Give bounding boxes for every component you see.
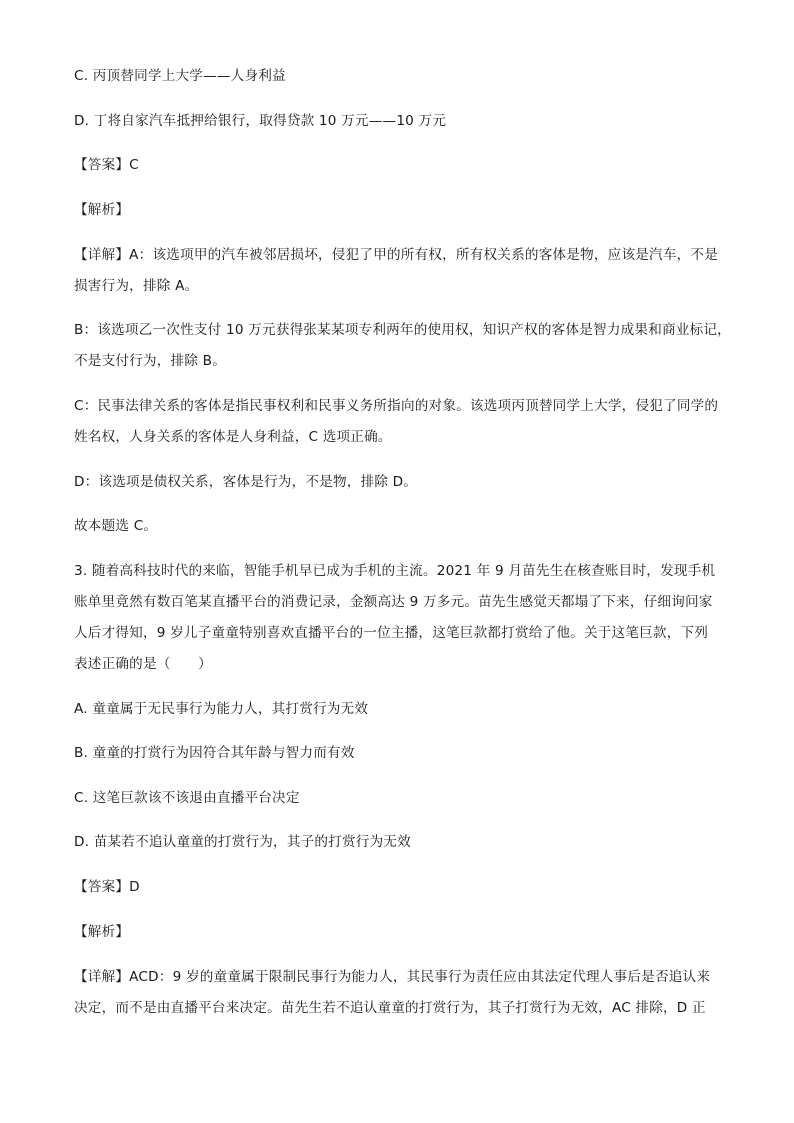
q2-detail-a-line2: 损害行为，排除 A。 [74,278,199,294]
q2-detail-a-line1: 【详解】A：该选项甲的汽车被邻居损坏，侵犯了甲的所有权，所有权关系的客体是物，应该是汽车，不是 [74,247,719,263]
q2-detail-c-line1: C：民事法律关系的客体是指民事权利和民事义务所指向的对象。该选项丙顶替同学上大学，侵犯了同学的 [74,398,719,414]
q2-answer: 【答案】C [74,157,139,173]
q3-detail-line1: 【详解】ACD：9 岁的童童属于限制民事行为能力人，其民事行为责任应由其法定代理人事后是否追认来 [74,969,711,985]
q3-stem-line2: 账单里竟然有数百笔某直播平台的消费记录，金额高达 9 万多元。苗先生感觉天都塌了下来，仔细询问家 [74,594,713,610]
q3-option-d: D. 苗某若不追认童童的打赏行为，其子的打赏行为无效 [74,834,411,850]
q3-detail-line2: 决定，而不是由直播平台来决定。苗先生若不追认童童的打赏行为，其子打赏行为无效，AC 排除，D 正 [74,1000,706,1016]
q3-analysis-label: 【解析】 [74,924,130,940]
q2-detail-c-line2: 姓名权，人身关系的客体是人身利益，C 选项正确。 [74,429,392,445]
q2-analysis-label: 【解析】 [74,202,130,218]
q3-option-b: B. 童童的打赏行为因符合其年龄与智力而有效 [74,745,355,761]
q2-conclusion: 故本题选 C。 [74,518,158,534]
q3-stem-line3: 人后才得知，9 岁儿子童童特别喜欢直播平台的一位主播，这笔巨款都打赏给了他。关于这笔巨款，下列 [74,625,709,641]
q2-option-d: D. 丁将自家汽车抵押给银行，取得贷款 10 万元——10 万元 [74,113,447,129]
q3-option-a: A. 童童属于无民事行为能力人，其打赏行为无效 [74,701,369,717]
q3-stem-line4: 表述正确的是（ ） [74,656,212,672]
q2-detail-b-line2: 不是支付行为，排除 B。 [74,353,226,369]
q3-stem-line1: 3. 随着高科技时代的来临，智能手机早已成为手机的主流。2021 年 9 月苗先生在核查账目时，发现手机 [74,563,716,579]
q2-detail-d-line1: D：该选项是债权关系，客体是行为，不是物，排除 D。 [74,474,418,490]
q2-option-c: C. 丙顶替同学上大学——人身利益 [74,68,286,84]
q3-option-c: C. 这笔巨款该不该退由直播平台决定 [74,790,300,806]
q3-answer: 【答案】D [74,879,140,895]
q2-detail-b-line1: B：该选项乙一次性支付 10 万元获得张某某项专利两年的使用权，知识产权的客体是智力成果和商业标记， [74,322,731,338]
